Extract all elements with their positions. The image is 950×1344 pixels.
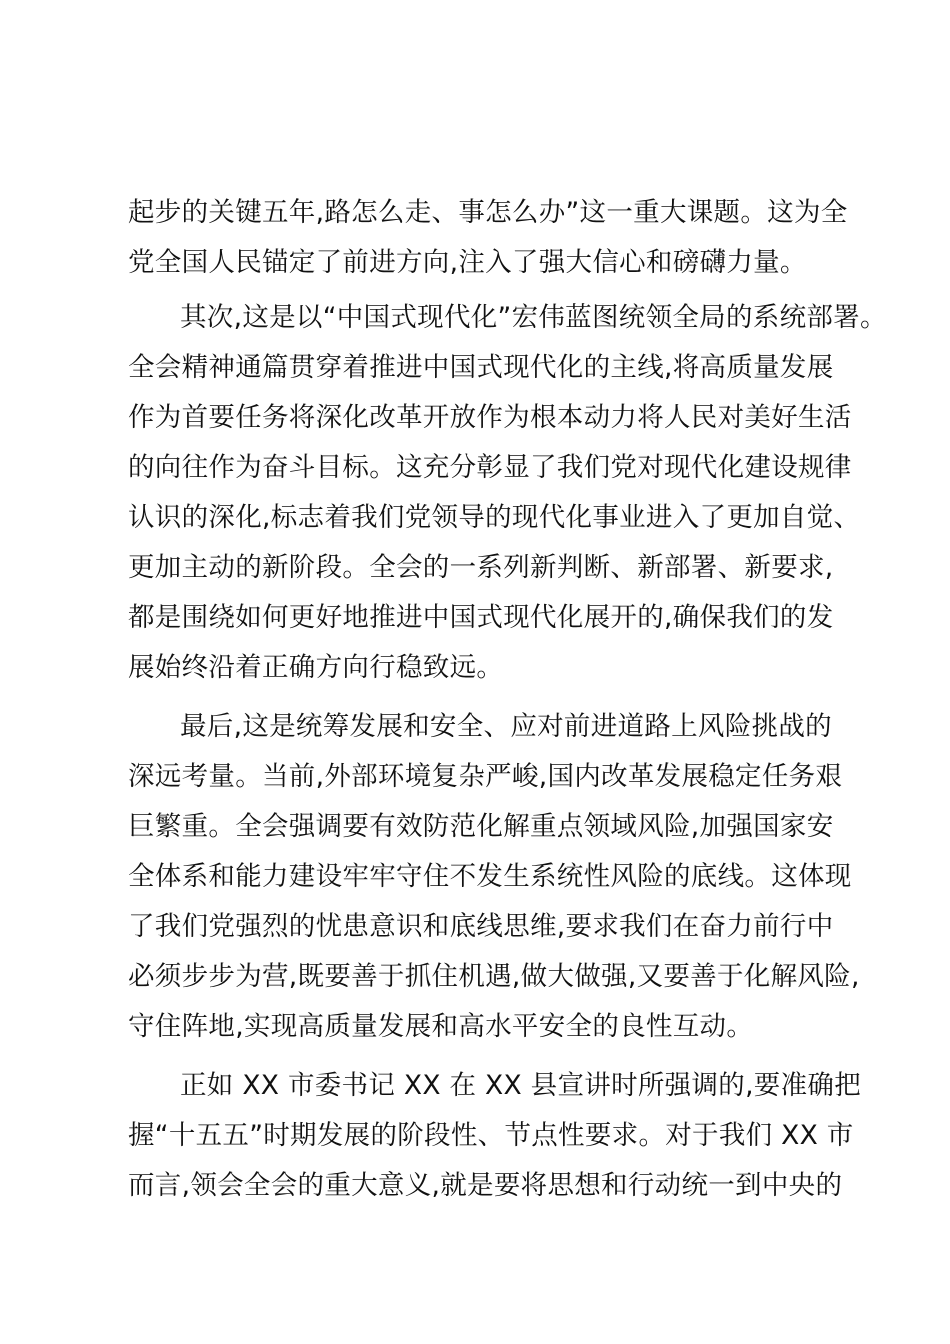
text-line: 最后,这是统筹发展和安全、应对前进道路上风险挑战的 [180,711,832,742]
text-line: 必须步步为营,既要善于抓住机遇,做大做强,又要善于化解风险, [128,961,860,992]
text-line: 其次,这是以“中国式现代化”宏伟蓝图统领全局的系统部署。 [180,302,887,333]
text-line: 党全国人民锚定了前进方向,注入了强大信心和磅礴力量。 [128,247,807,278]
text-line: 正如 XX 市委书记 XX 在 XX 县宣讲时所强调的,要准确把 [180,1070,861,1101]
text-line: 展始终沿着正确方向行稳致远。 [128,652,504,683]
text-line: 的向往作为奋斗目标。这充分彰显了我们党对现代化建设规律 [128,452,852,483]
text-line: 认识的深化,标志着我们党领导的现代化事业进入了更加自觉、 [128,502,861,533]
text-line: 而言,领会全会的重大意义,就是要将思想和行动统一到中央的 [128,1170,843,1201]
paragraph-second-point [128,293,887,693]
text-line: 了我们党强烈的忧患意识和底线思维,要求我们在奋力前行中 [128,911,834,942]
text-line: 握“十五五”时期发展的阶段性、节点性要求。对于我们 XX 市 [128,1120,854,1151]
text-line: 深远考量。当前,外部环境复杂严峻,国内改革发展稳定任务艰 [128,761,843,792]
text-line: 起步的关键五年,路怎么走、事怎么办”这一重大课题。这为全 [128,197,848,228]
paragraph-final-point [128,702,860,1052]
text-line: 更加主动的新阶段。全会的一系列新判断、新部署、新要求, [128,552,834,583]
text-line: 全体系和能力建设牢牢守住不发生系统性风险的底线。这体现 [128,861,852,892]
paragraph-continuation [128,188,848,288]
text-line: 都是围绕如何更好地推进中国式现代化展开的,确保我们的发 [128,602,834,633]
text-line: 巨繁重。全会强调要有效防范化解重点领域风险,加强国家安 [128,811,834,842]
text-line: 守住阵地,实现高质量发展和高水平安全的良性互动。 [128,1011,754,1042]
text-line: 全会精神通篇贯穿着推进中国式现代化的主线,将高质量发展 [128,352,834,383]
text-line: 作为首要任务将深化改革开放作为根本动力将人民对美好生活 [128,402,852,433]
paragraph-local-application [128,1061,861,1211]
